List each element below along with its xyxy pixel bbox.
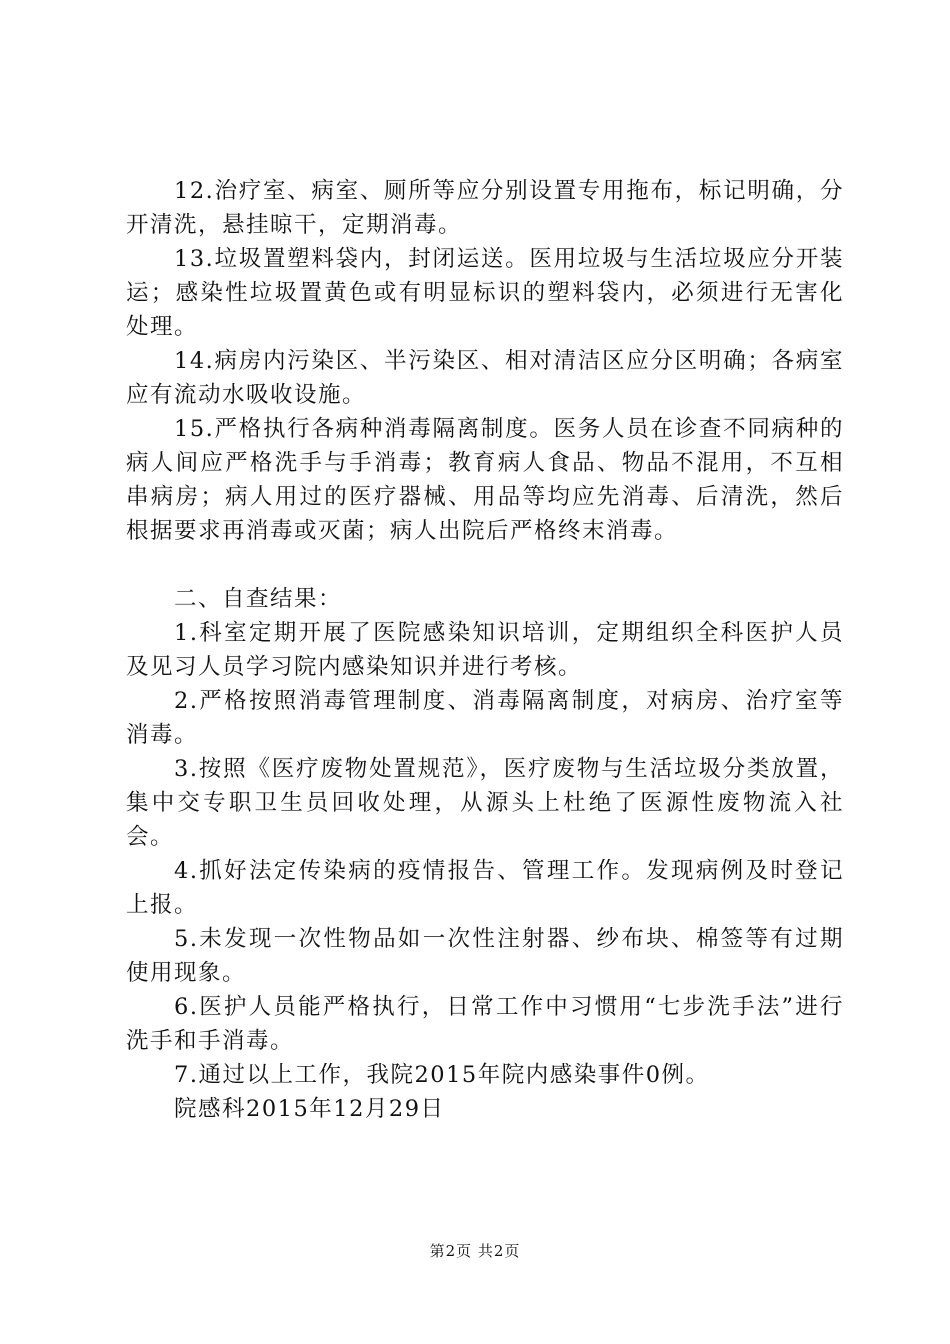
result-item-6: 6.医护人员能严格执行，日常工作中习惯用“七步洗手法”进行洗手和手消毒。 bbox=[126, 994, 844, 1054]
result-item-3: 3.按照《医疗废物处置规范》，医疗废物与生活垃圾分类放置，集中交专职卫生员回收处理，从源头上杜绝了医源性废物流入社会。 bbox=[126, 756, 844, 850]
document-body bbox=[126, 174, 844, 1126]
paragraph-item-14: 14.病房内污染区、半污染区、相对清洁区应分区明确；各病室应有流动水吸收设施。 bbox=[126, 348, 844, 408]
page-footer: 第2页 共2页 bbox=[429, 1242, 521, 1260]
result-item-1: 1.科室定期开展了医院感染知识培训，定期组织全科医护人员及见习人员学习院内感染知识并进行考核。 bbox=[126, 620, 844, 680]
result-item-2: 2.严格按照消毒管理制度、消毒隔离制度，对病房、治疗室等消毒。 bbox=[126, 688, 844, 748]
section-spacer bbox=[126, 548, 844, 582]
paragraph-item-12: 12.治疗室、病室、厕所等应分别设置专用拖布，标记明确，分开清洗，悬挂晾干，定期消毒。 bbox=[126, 178, 844, 238]
paragraph-item-13: 13.垃圾置塑料袋内，封闭运送。医用垃圾与生活垃圾应分开装运；感染性垃圾置黄色或有明显标识的塑料袋内，必须进行无害化处理。 bbox=[126, 246, 844, 340]
result-item-7: 7.通过以上工作，我院2015年院内感染事件0例。 bbox=[174, 1062, 710, 1088]
result-item-4: 4.抓好法定传染病的疫情报告、管理工作。发现病例及时登记上报。 bbox=[126, 858, 844, 918]
section-heading: 二、自查结果： bbox=[174, 586, 343, 612]
signature-line: 院感科2015年12月29日 bbox=[174, 1096, 445, 1122]
paragraph-item-15: 15.严格执行各病种消毒隔离制度。医务人员在诊查不同病种的病人间应严格洗手与手消毒；教育病人食品、物品不混用，不互相串病房；病人用过的医疗器械、用品等均应先消毒、后清洗，然后根据要求再消毒或灭菌；病人出院后严格终末消毒。 bbox=[126, 416, 844, 544]
result-item-5: 5.未发现一次性物品如一次性注射器、纱布块、棉签等有过期使用现象。 bbox=[126, 926, 844, 986]
